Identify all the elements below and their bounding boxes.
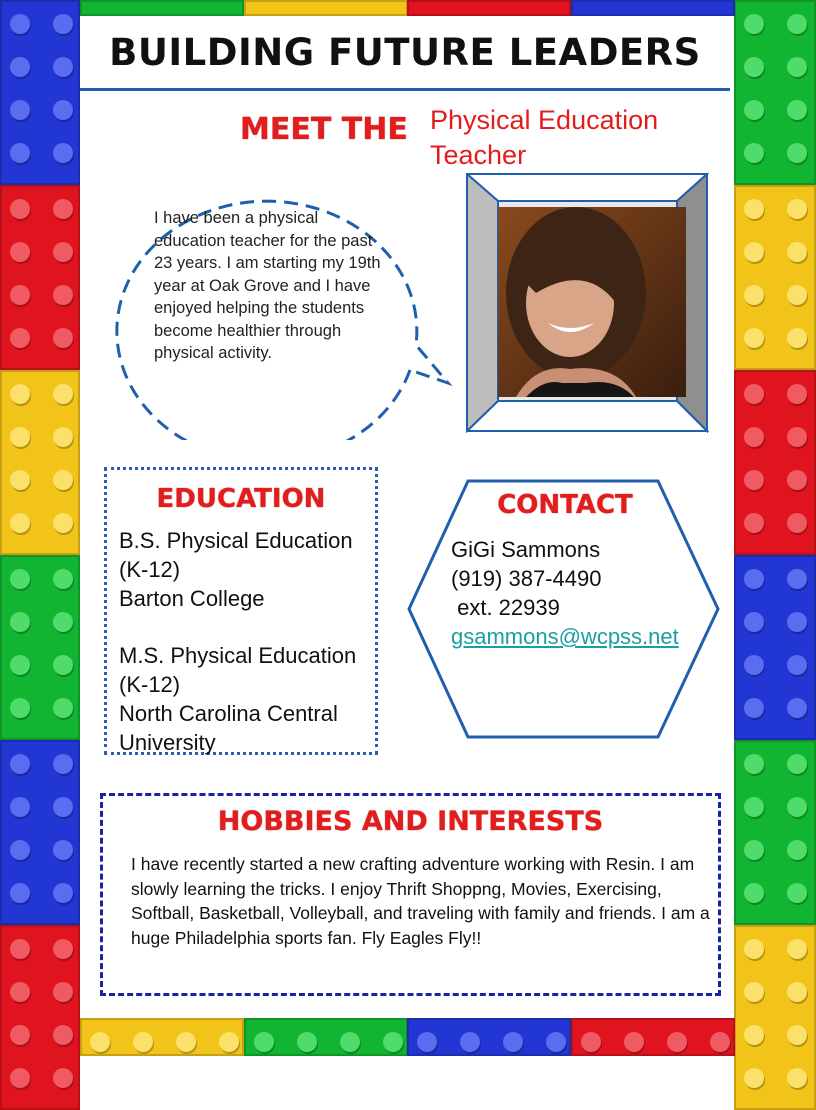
lego-stud [10, 242, 30, 262]
lego-stud [546, 1032, 566, 1052]
lego-stud [744, 470, 764, 490]
lego-stud [787, 1068, 807, 1088]
lego-stud [10, 285, 30, 305]
lego-stud [90, 1032, 110, 1052]
photo-frame [466, 173, 709, 433]
lego-stud [53, 840, 73, 860]
lego-brick [0, 370, 80, 555]
lego-stud [744, 328, 764, 348]
lego-stud [53, 384, 73, 404]
lego-stud [53, 57, 73, 77]
lego-brick [734, 740, 816, 925]
lego-stud [53, 569, 73, 589]
lego-stud [744, 883, 764, 903]
lego-stud [417, 1032, 437, 1052]
lego-stud [340, 1032, 360, 1052]
bio-text: I have been a physical education teacher for the past 23 years. I am starting my 19th year at Oak Grove and I have enjoyed helping the students become healthier through physical activity. [154, 209, 381, 362]
lego-stud [787, 14, 807, 34]
education-heading: EDUCATION [156, 484, 326, 514]
lego-stud [10, 199, 30, 219]
lego-stud [787, 612, 807, 632]
lego-stud [744, 797, 764, 817]
lego-stud [744, 840, 764, 860]
lego-stud [744, 100, 764, 120]
lego-stud [787, 100, 807, 120]
lego-stud [53, 1025, 73, 1045]
lego-stud [10, 513, 30, 533]
lego-stud [10, 470, 30, 490]
lego-stud [787, 1025, 807, 1045]
lego-stud [10, 797, 30, 817]
lego-brick [0, 0, 80, 185]
lego-stud [787, 698, 807, 718]
lego-stud [787, 797, 807, 817]
lego-brick [734, 185, 816, 370]
lego-stud [787, 840, 807, 860]
lego-stud [787, 242, 807, 262]
lego-stud [53, 513, 73, 533]
lego-brick [80, 1018, 244, 1056]
lego-stud [53, 655, 73, 675]
lego-stud [10, 698, 30, 718]
lego-stud [176, 1032, 196, 1052]
lego-stud [10, 57, 30, 77]
lego-stud [53, 100, 73, 120]
lego-stud [744, 612, 764, 632]
lego-stud [787, 199, 807, 219]
lego-stud [744, 14, 764, 34]
lego-brick [734, 0, 816, 185]
lego-stud [53, 883, 73, 903]
title-banner [80, 16, 730, 91]
lego-stud [744, 1068, 764, 1088]
lego-stud [10, 384, 30, 404]
lego-stud [53, 982, 73, 1002]
lego-brick [0, 740, 80, 925]
lego-brick [0, 925, 80, 1110]
contact-phone: (919) 387-4490 [451, 566, 602, 591]
lego-stud [744, 143, 764, 163]
lego-stud [383, 1032, 403, 1052]
lego-stud [53, 143, 73, 163]
page-title: BUILDING FUTURE LEADERS [109, 30, 701, 74]
lego-stud [10, 427, 30, 447]
lego-stud [744, 427, 764, 447]
lego-stud [710, 1032, 730, 1052]
lego-stud [53, 754, 73, 774]
hobbies-heading: HOBBIES AND INTERESTS [217, 806, 604, 837]
lego-stud [53, 427, 73, 447]
lego-stud [53, 797, 73, 817]
lego-stud [787, 513, 807, 533]
lego-stud [53, 470, 73, 490]
education-degree [119, 641, 377, 757]
lego-stud [787, 883, 807, 903]
lego-stud [744, 242, 764, 262]
degree-school: North Carolina Central University [119, 701, 338, 755]
lego-stud [787, 328, 807, 348]
teacher-portrait-icon [498, 207, 686, 397]
lego-stud [787, 569, 807, 589]
lego-stud [297, 1032, 317, 1052]
lego-stud [53, 1068, 73, 1088]
lego-brick [244, 0, 408, 16]
lego-stud [10, 612, 30, 632]
lego-stud [744, 754, 764, 774]
lego-stud [744, 384, 764, 404]
lego-stud [460, 1032, 480, 1052]
lego-brick [0, 185, 80, 370]
lego-stud [787, 470, 807, 490]
lego-stud [787, 754, 807, 774]
lego-stud [787, 57, 807, 77]
lego-stud [503, 1032, 523, 1052]
lego-stud [133, 1032, 153, 1052]
lego-stud [53, 328, 73, 348]
lego-stud [744, 1025, 764, 1045]
lego-stud [744, 698, 764, 718]
lego-stud [53, 199, 73, 219]
lego-stud [10, 982, 30, 1002]
lego-stud [787, 427, 807, 447]
degree-name: B.S. Physical Education (K-12) [119, 528, 353, 582]
lego-stud [787, 143, 807, 163]
lego-brick [734, 370, 816, 555]
lego-stud [744, 982, 764, 1002]
lego-brick [0, 555, 80, 740]
lego-stud [10, 939, 30, 959]
lego-stud [53, 242, 73, 262]
lego-brick [734, 555, 816, 740]
lego-stud [10, 840, 30, 860]
lego-stud [10, 328, 30, 348]
lego-stud [581, 1032, 601, 1052]
degree-school: Barton College [119, 586, 265, 611]
lego-stud [53, 14, 73, 34]
lego-brick [571, 1018, 735, 1056]
hobbies-box [100, 793, 721, 996]
lego-stud [744, 939, 764, 959]
lego-stud [219, 1032, 239, 1052]
lego-stud [787, 939, 807, 959]
lego-stud [787, 655, 807, 675]
lego-stud [10, 1068, 30, 1088]
lego-stud [10, 883, 30, 903]
lego-stud [10, 100, 30, 120]
lego-stud [744, 199, 764, 219]
email-link[interactable]: gsammons@wcpss.net [451, 624, 679, 649]
lego-stud [787, 982, 807, 1002]
lego-brick [734, 925, 816, 1110]
lego-stud [10, 655, 30, 675]
lego-brick [407, 0, 571, 16]
lego-stud [624, 1032, 644, 1052]
lego-stud [10, 143, 30, 163]
lego-stud [744, 655, 764, 675]
lego-stud [10, 14, 30, 34]
lego-stud [10, 1025, 30, 1045]
lego-brick [571, 0, 735, 16]
lego-stud [787, 285, 807, 305]
education-degree [119, 526, 377, 613]
lego-brick [407, 1018, 571, 1056]
contact-name: GiGi Sammons [451, 537, 601, 562]
degree-name: M.S. Physical Education (K-12) [119, 643, 357, 697]
lego-stud [53, 939, 73, 959]
contact-extension: ext. 22939 [451, 595, 560, 620]
lego-stud [744, 285, 764, 305]
lego-stud [53, 612, 73, 632]
teacher-role: Physical Education Teacher [430, 105, 659, 170]
lego-stud [744, 569, 764, 589]
lego-stud [787, 384, 807, 404]
lego-brick [244, 1018, 408, 1056]
lego-stud [53, 285, 73, 305]
lego-brick [80, 0, 244, 16]
lego-stud [667, 1032, 687, 1052]
lego-stud [744, 57, 764, 77]
contact-heading: CONTACT [497, 490, 633, 520]
lego-stud [744, 513, 764, 533]
education-box [104, 467, 378, 755]
meet-the-heading: MEET THE [240, 112, 408, 147]
lego-stud [254, 1032, 274, 1052]
lego-stud [10, 754, 30, 774]
hobbies-text: I have recently started a new crafting adventure working with Resin. I am slowly learning the tricks. I enjoy Thrift Shoppng, Movies, Exercising, Softball, Basketball, Volleyball, and traveling with family and friends. I am a huge Philadelphia sports fan. Fly Eagles Fly!! [131, 854, 710, 948]
lego-stud [53, 698, 73, 718]
contact-details [451, 535, 679, 651]
lego-stud [10, 569, 30, 589]
